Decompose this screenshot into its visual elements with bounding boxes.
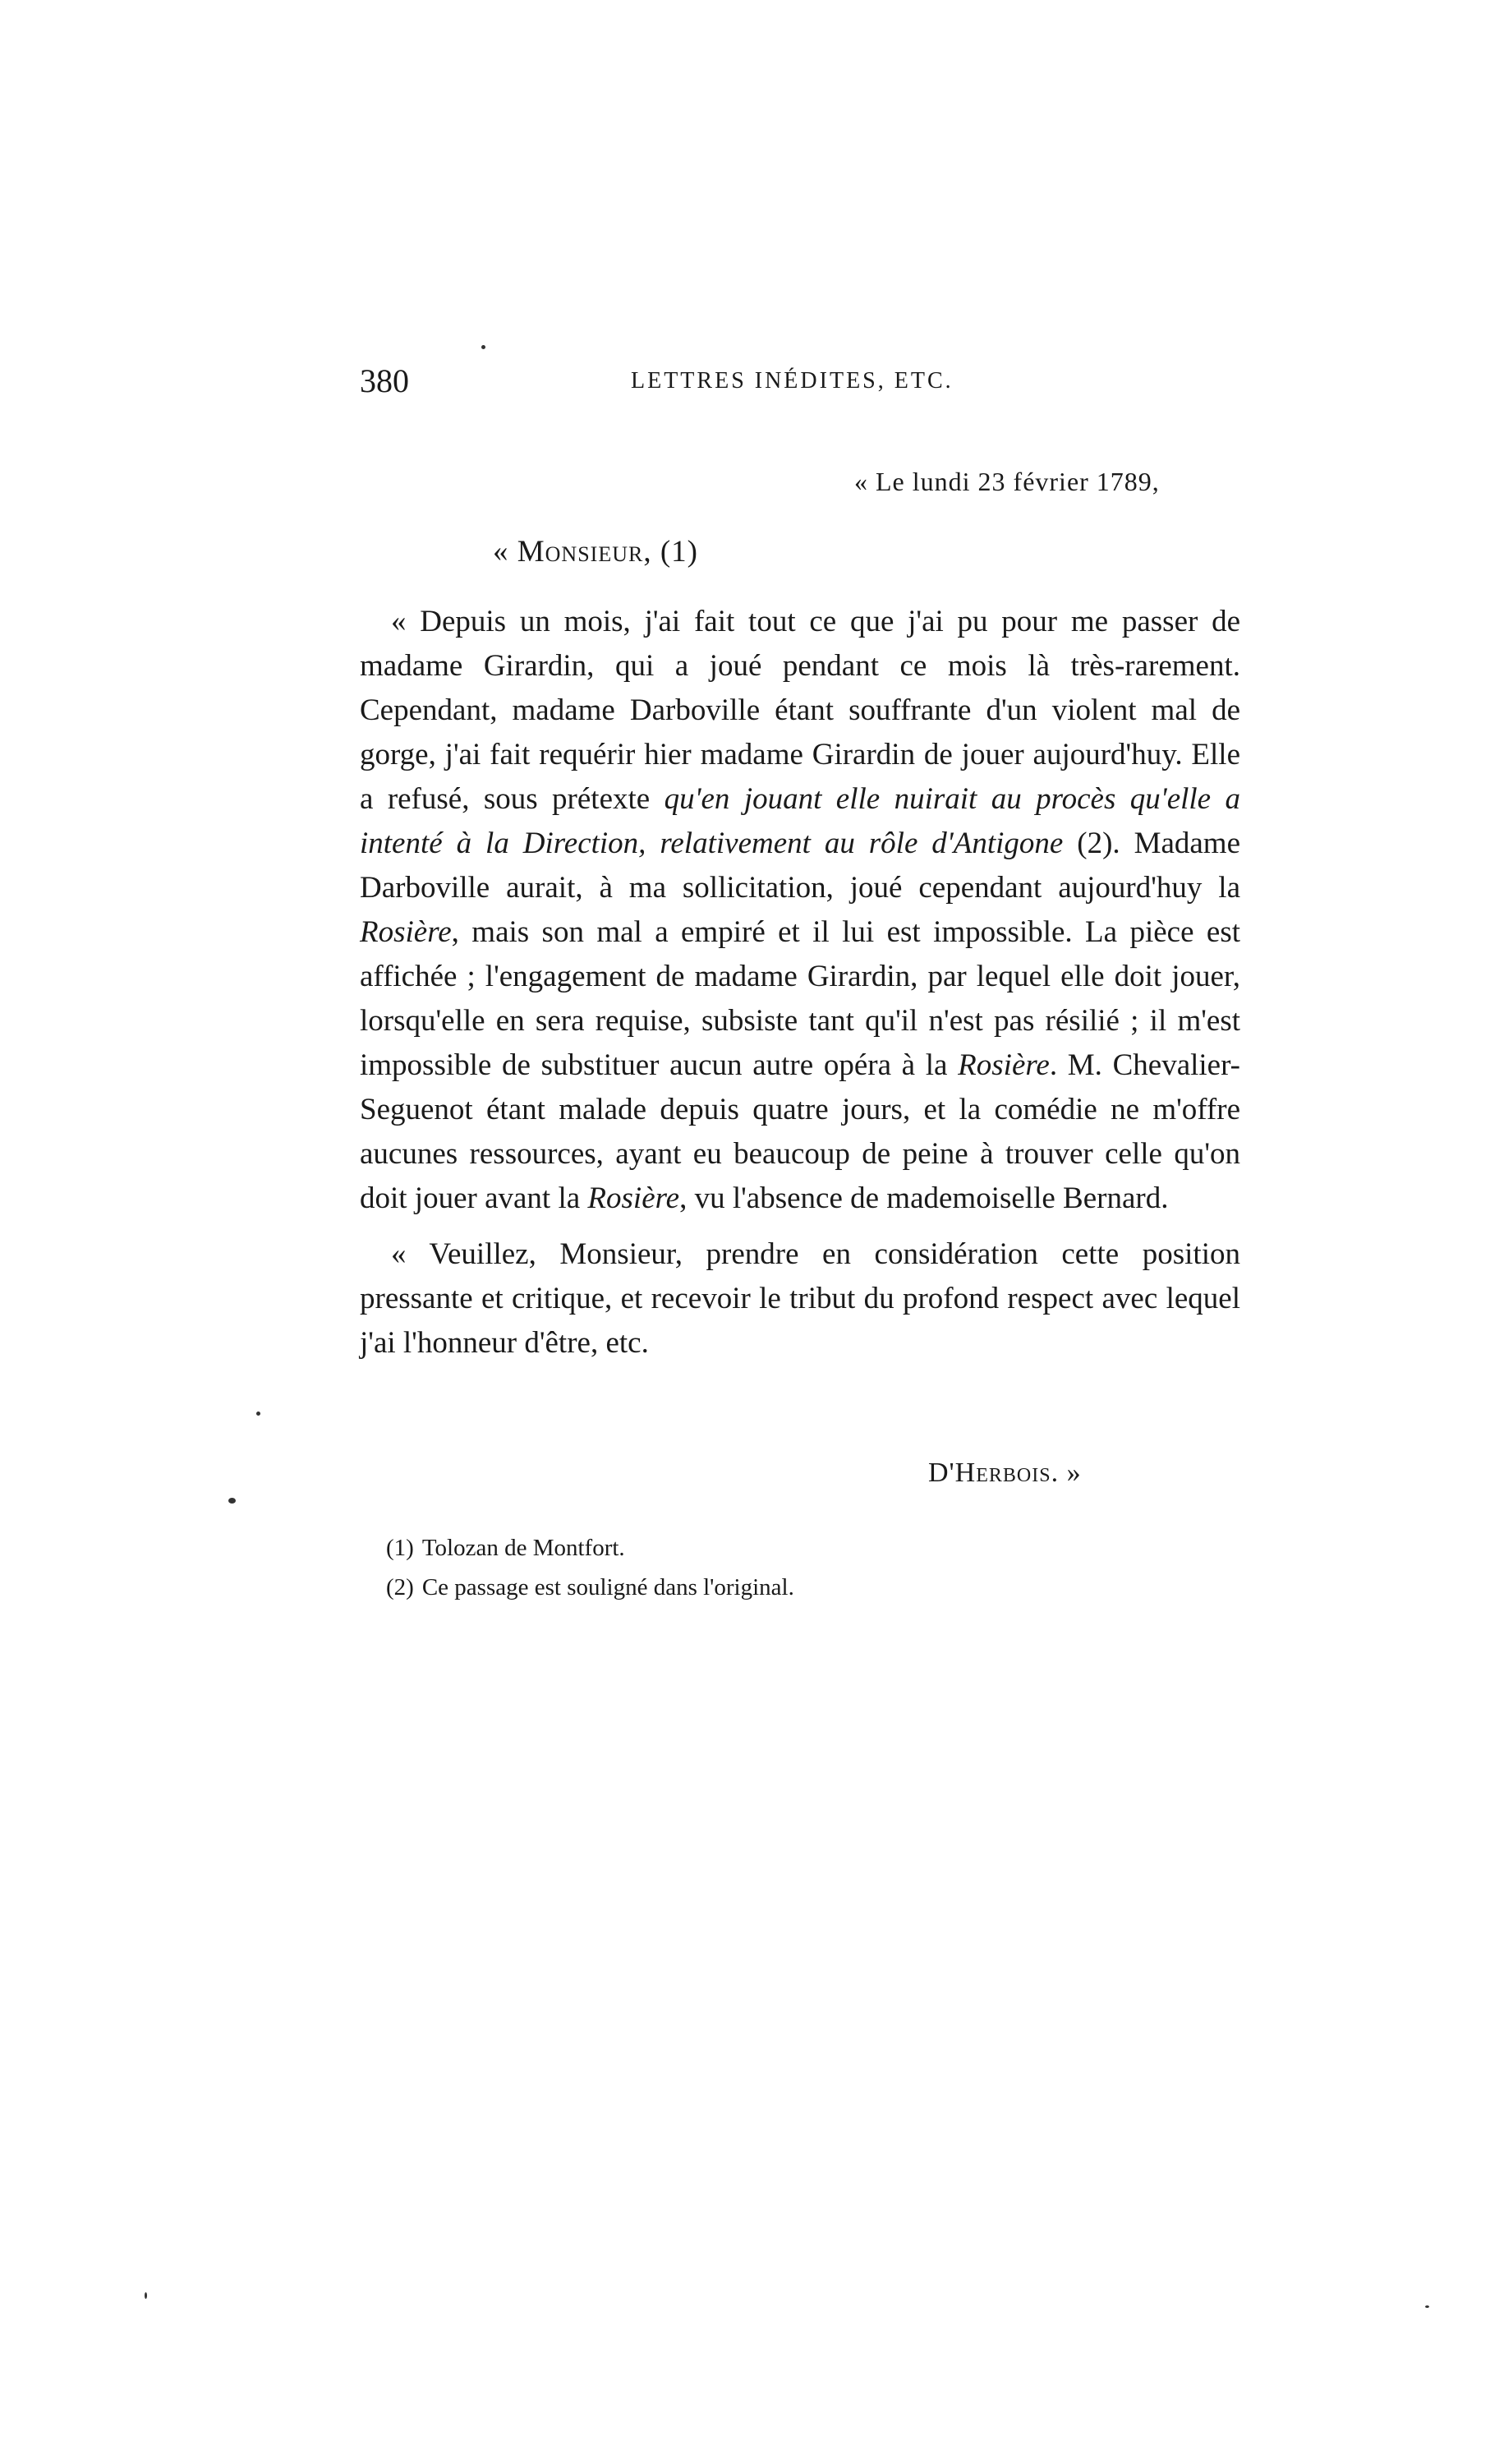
page-number: 380 [360, 362, 409, 399]
italic-title: Rosière [587, 1181, 680, 1215]
footnote-mark: (2) [386, 1574, 414, 1600]
letter-paragraph-1 [360, 600, 1240, 1221]
page-header [360, 362, 1304, 411]
scan-speck [256, 1412, 260, 1416]
italic-title: Rosière [958, 1048, 1050, 1082]
paragraph-text: (2). Madame Darboville aurait, à ma sollicitation, joué cependant aujourd'huy la [360, 827, 1241, 905]
footnote-2 [386, 1568, 794, 1607]
paragraph-text: « Depuis un mois, j'ai fait tout ce que j'ai pu pour me passer de madame Girardin, qui a joué pendant ce mois là très-rarement. Cependant, madame Darboville étant souffrante d'un violent mal de gorge, j'ai fait requérir hier madame Girardin de jouer aujourd'huy. Elle a refusé, sous prétexte [360, 605, 1240, 816]
scan-speck [481, 345, 485, 349]
letter-salutation: « Monsieur, (1) [493, 535, 698, 569]
letter-dateline: « Le lundi 23 février 1789, [854, 467, 1160, 496]
footnote-text: Tolozan de Montfort. [421, 1535, 625, 1561]
running-head: LETTRES INÉDITES, ETC. [631, 368, 954, 394]
letter-signature: D'Herbois. » [928, 1458, 1082, 1488]
paragraph-text: , vu l'absence de mademoiselle Bernard. [679, 1181, 1169, 1215]
footnote-mark: (1) [386, 1535, 414, 1561]
scan-speck [228, 1498, 236, 1504]
footnote-1 [386, 1528, 794, 1568]
footnotes [386, 1528, 794, 1607]
letter-body [360, 600, 1240, 1366]
italic-title: Rosière [360, 915, 452, 949]
scan-speck [1425, 2305, 1429, 2308]
paragraph-text: , mais son mal a empiré et il lui est impossible. La pièce est affichée ; l'engagement de madame Girardin, par lequel elle doit jouer, lorsqu'elle en sera requise, subsiste tant qu'il n'est pas résilié ; il m'est impossible de substituer aucun autre opéra à la [360, 915, 1240, 1082]
footnote-text: Ce passage est souligné dans l'original. [421, 1574, 794, 1600]
letter-paragraph-2: « Veuillez, Monsieur, prendre en considération cette position pressante et critique, et recevoir le tribut du profond respect avec lequel j'ai l'honneur d'être, etc. [360, 1237, 1240, 1360]
scan-speck [145, 2292, 147, 2299]
paragraph-text: . M. Chevalier-Seguenot étant malade depuis quatre jours, et la comédie ne m'offre aucunes ressources, ayant eu beaucoup de peine à trouver celle qu'on doit jouer avant la [360, 1048, 1240, 1215]
italic-quote: qu'en jouant elle nuirait au procès qu'elle a intenté à la Direction, relativement au rôle d'Antigone [360, 782, 1240, 860]
